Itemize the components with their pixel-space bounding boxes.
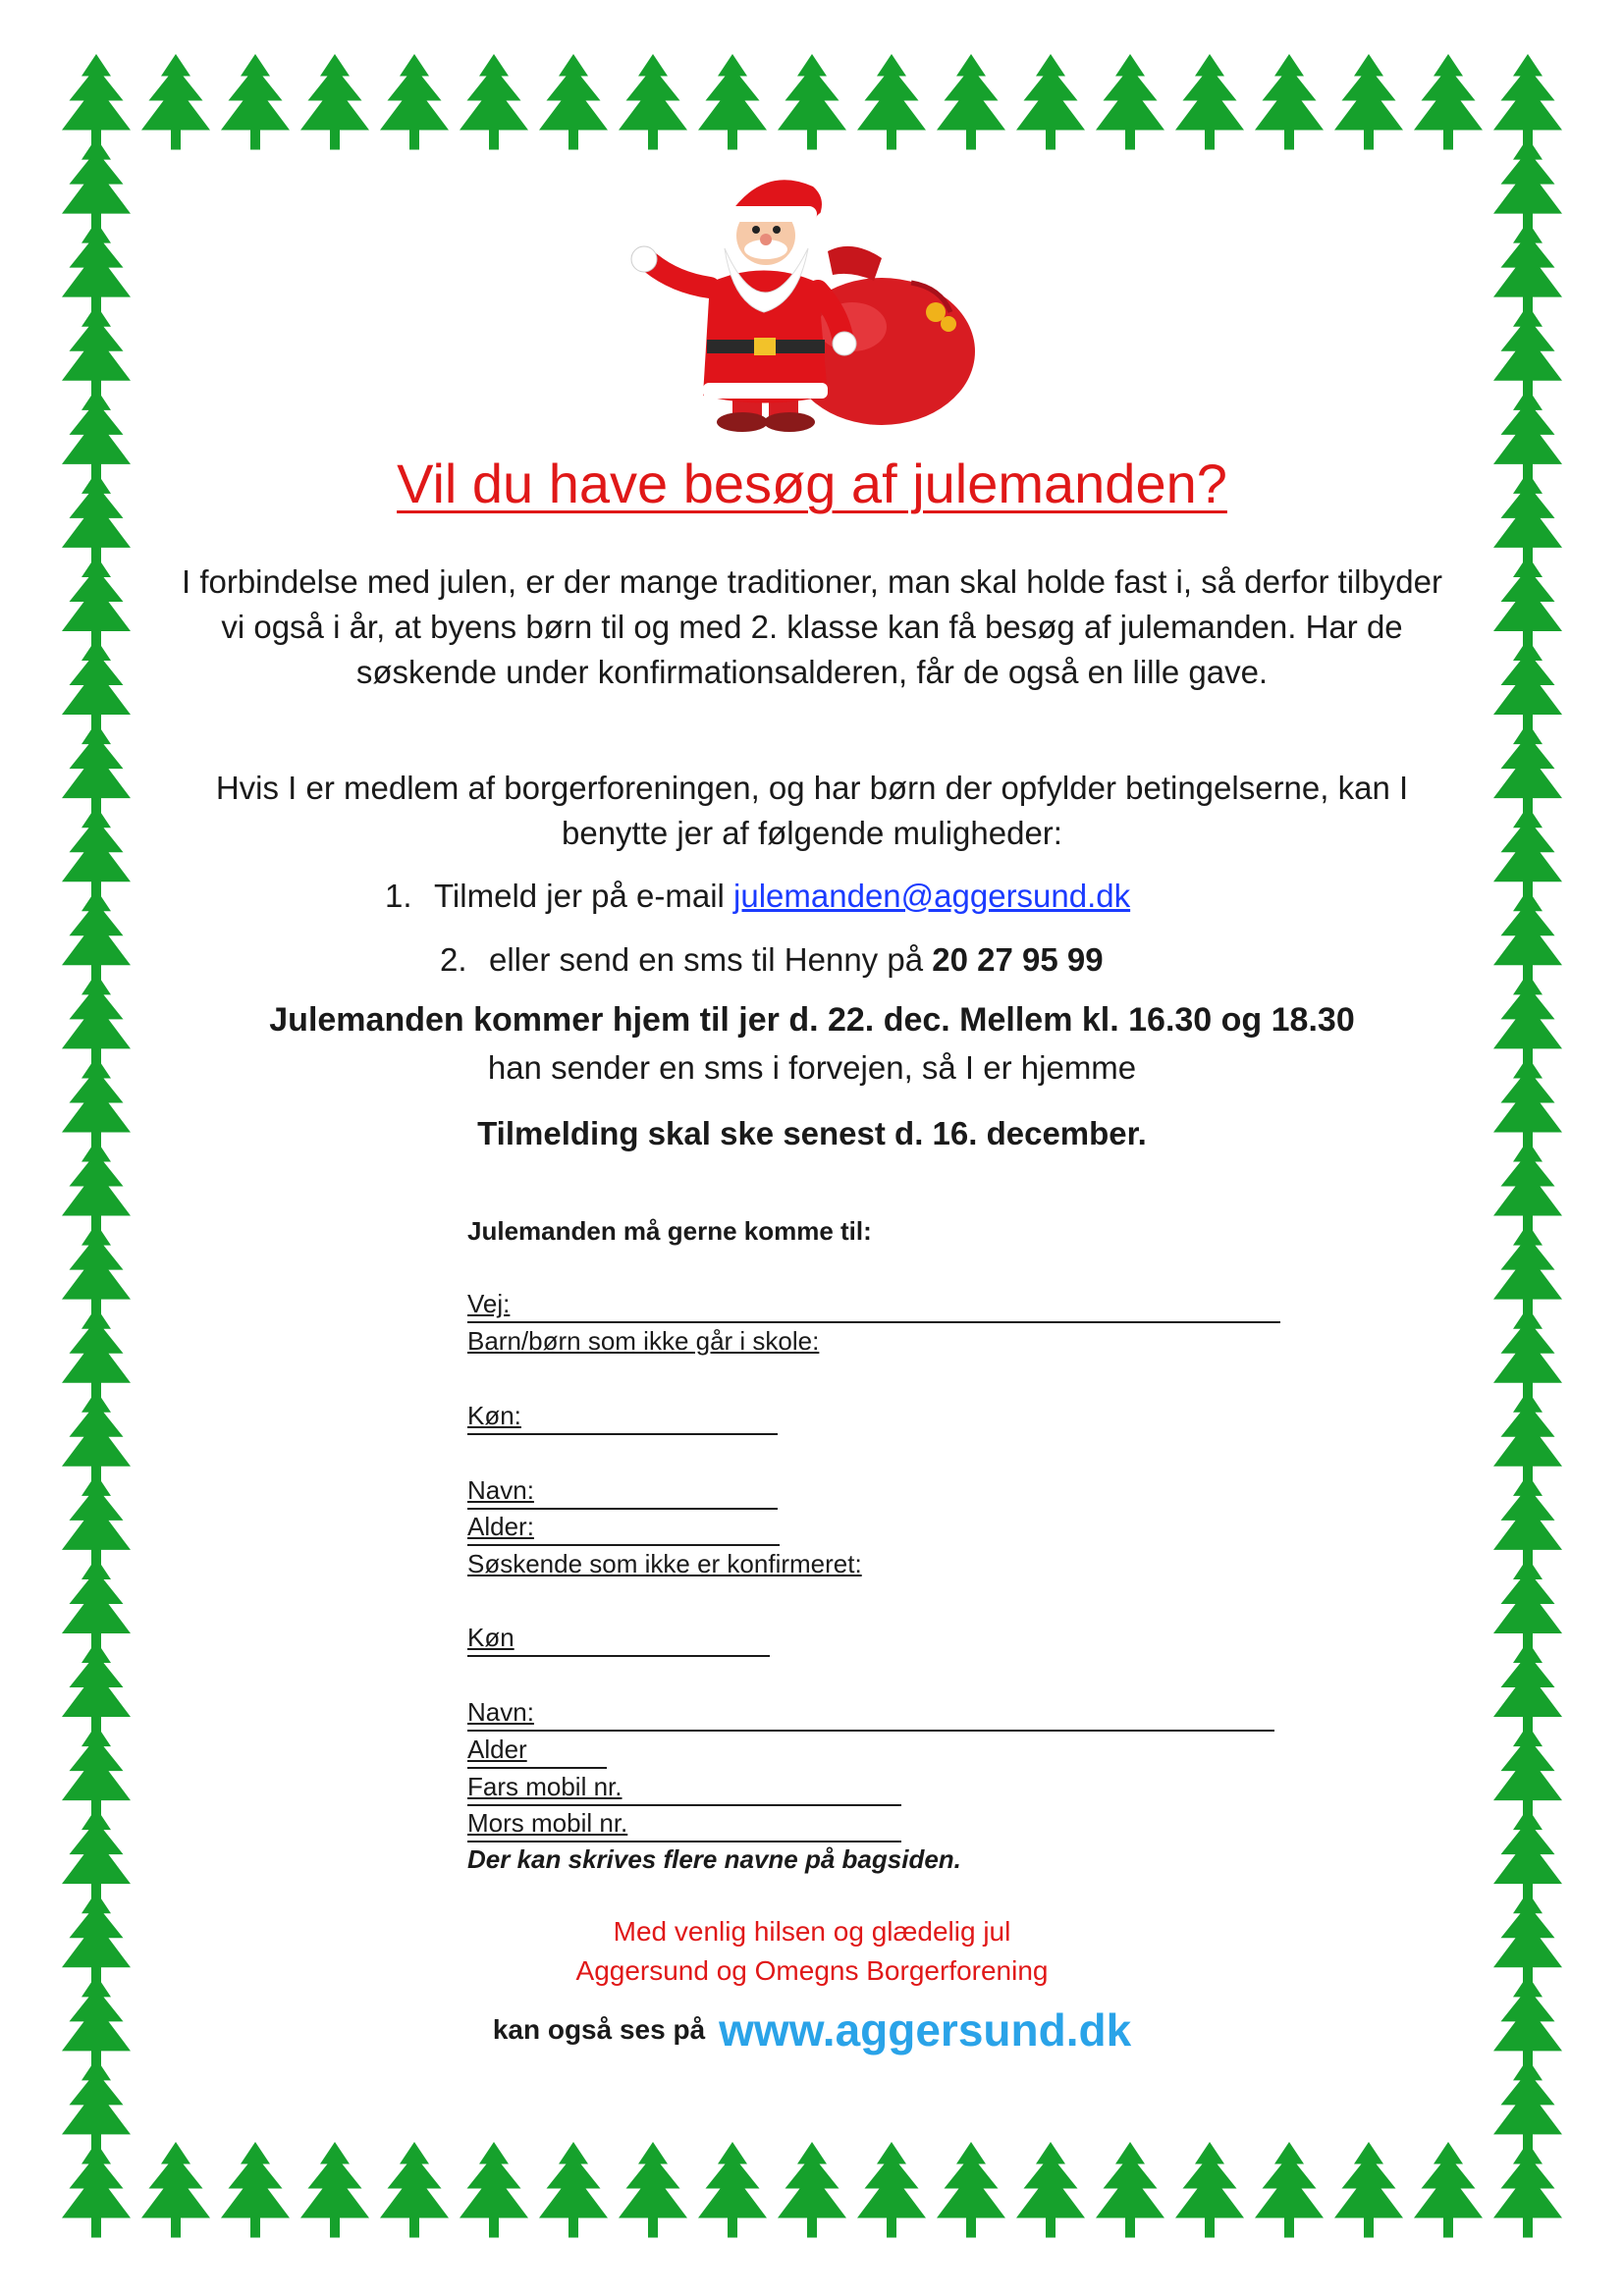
option-number: 2. bbox=[440, 941, 467, 978]
option-text: eller send en sms til Henny på bbox=[489, 941, 933, 978]
phone-number: 20 27 95 99 bbox=[932, 941, 1104, 978]
tree-icon bbox=[1493, 973, 1562, 1069]
tree-icon bbox=[1175, 2142, 1244, 2238]
tree-icon bbox=[857, 2142, 926, 2238]
father-mobile-label: Fars mobil nr. bbox=[467, 1772, 623, 1801]
tree-icon bbox=[62, 1808, 131, 1904]
tree-icon bbox=[1334, 2142, 1403, 2238]
tree-icon bbox=[1493, 1056, 1562, 1152]
website-label: kan også ses på bbox=[492, 2014, 706, 2045]
tree-icon bbox=[1096, 54, 1164, 150]
tree-icon bbox=[937, 54, 1005, 150]
arrival-note: han sender en sms i forvejen, så I er hjemme bbox=[487, 1049, 1137, 1086]
tree-icon bbox=[1493, 2058, 1562, 2155]
tree-icon bbox=[1493, 2142, 1562, 2238]
tree-icon bbox=[62, 2058, 131, 2155]
tree-icon bbox=[62, 304, 131, 400]
tree-icon bbox=[1493, 1892, 1562, 1988]
tree-icon bbox=[460, 2142, 528, 2238]
tree-icon bbox=[380, 54, 449, 150]
tree-icon bbox=[937, 2142, 1005, 2238]
siblings-header: Søskende som ikke er konfirmeret: bbox=[467, 1549, 862, 1578]
tree-icon bbox=[1493, 1223, 1562, 1319]
tree-icon bbox=[1334, 54, 1403, 150]
tree-icon bbox=[62, 54, 131, 150]
option-number: 1. bbox=[385, 878, 412, 914]
tree-icon bbox=[62, 137, 131, 234]
mother-mobile-label: Mors mobil nr. bbox=[467, 1808, 628, 1838]
tree-icon bbox=[460, 54, 528, 150]
tree-icon bbox=[1255, 2142, 1324, 2238]
tree-icon bbox=[698, 54, 767, 150]
tree-icon bbox=[619, 2142, 687, 2238]
tree-icon bbox=[778, 54, 846, 150]
email-link[interactable]: julemanden@aggersund.dk bbox=[733, 878, 1131, 914]
form-heading: Julemanden må gerne komme til: bbox=[467, 1216, 872, 1246]
name2-field[interactable] bbox=[467, 1730, 1274, 1732]
greeting: Med venlig hilsen og glædelig jul bbox=[613, 1916, 1011, 1947]
tree-icon bbox=[62, 471, 131, 567]
tree-icon bbox=[1493, 137, 1562, 234]
tree-icon bbox=[62, 973, 131, 1069]
association-name: Aggersund og Omegns Borgerforening bbox=[575, 1955, 1049, 1986]
tree-icon bbox=[1016, 54, 1085, 150]
tree-icon bbox=[1493, 1975, 1562, 2071]
tree-icon bbox=[1493, 1557, 1562, 1653]
tree-icon bbox=[1493, 304, 1562, 400]
tree-icon bbox=[1493, 54, 1562, 150]
tree-icon bbox=[62, 1390, 131, 1486]
tree-icon bbox=[62, 2142, 131, 2238]
tree-icon bbox=[62, 1140, 131, 1236]
road-label: Vej: bbox=[467, 1289, 511, 1318]
tree-icon bbox=[62, 1056, 131, 1152]
tree-icon bbox=[1493, 1390, 1562, 1486]
tree-icon bbox=[1175, 54, 1244, 150]
members-paragraph: Hvis I er medlem af borgerforeningen, og har børn der opfylder betingelserne, kan I benytte jer af følgende muligheder: bbox=[215, 770, 1409, 851]
children-header: Barn/børn som ikke går i skole: bbox=[467, 1326, 820, 1356]
tree-icon bbox=[62, 639, 131, 735]
tree-icon bbox=[62, 889, 131, 986]
option-text: Tilmeld jer på e-mail bbox=[434, 878, 734, 914]
tree-icon bbox=[1493, 889, 1562, 986]
tree-icon bbox=[778, 2142, 846, 2238]
tree-icon bbox=[221, 2142, 290, 2238]
tree-icon bbox=[1493, 806, 1562, 902]
tree-icon bbox=[1493, 1140, 1562, 1236]
tree-icon bbox=[141, 2142, 210, 2238]
tree-icon bbox=[539, 54, 608, 150]
tree-icon bbox=[539, 2142, 608, 2238]
tree-icon bbox=[62, 221, 131, 317]
tree-icon bbox=[62, 1307, 131, 1403]
name2-label: Navn: bbox=[467, 1697, 534, 1727]
tree-icon bbox=[1414, 54, 1483, 150]
tree-icon bbox=[62, 722, 131, 819]
intro-paragraph: I forbindelse med julen, er der mange traditioner, man skal holde fast i, så derfor tilbyder vi også i år, at byens børn til og med 2. klasse kan få besøg af julemanden. Har de søskende under konfirmationsalderen, får de også en lille gave. bbox=[181, 563, 1442, 690]
page-title: Vil du have besøg af julemanden? bbox=[397, 453, 1227, 514]
tree-icon bbox=[141, 54, 210, 150]
tree-icon bbox=[1493, 1725, 1562, 1821]
tree-icon bbox=[619, 54, 687, 150]
tree-icon bbox=[62, 1892, 131, 1988]
tree-icon bbox=[62, 806, 131, 902]
tree-icon bbox=[62, 555, 131, 651]
tree-icon bbox=[300, 2142, 369, 2238]
option-email bbox=[385, 874, 1130, 919]
tree-icon bbox=[1016, 2142, 1085, 2238]
tree-icon bbox=[698, 2142, 767, 2238]
tree-icon bbox=[1493, 1473, 1562, 1570]
name1-label: Navn: bbox=[467, 1475, 534, 1505]
tree-icon bbox=[1255, 54, 1324, 150]
santa-claus-illustration bbox=[617, 165, 990, 435]
tree-icon bbox=[1493, 639, 1562, 735]
age2-label: Alder bbox=[467, 1735, 527, 1764]
tree-icon bbox=[62, 1725, 131, 1821]
gender1-label: Køn: bbox=[467, 1401, 521, 1430]
tree-icon bbox=[1493, 722, 1562, 819]
website-link[interactable]: www.aggersund.dk bbox=[719, 2004, 1132, 2056]
arrival-info: Julemanden kommer hjem til jer d. 22. dec. Mellem kl. 16.30 og 18.30 bbox=[269, 1001, 1355, 1039]
tree-icon bbox=[1414, 2142, 1483, 2238]
gender2-field[interactable] bbox=[467, 1655, 770, 1657]
registration-deadline: Tilmelding skal ske senest d. 16. december. bbox=[477, 1115, 1147, 1151]
gender1-field[interactable] bbox=[467, 1433, 778, 1435]
tree-icon bbox=[1493, 471, 1562, 567]
back-side-note: Der kan skrives flere navne på bagsiden. bbox=[467, 1844, 961, 1874]
option-sms bbox=[440, 937, 1104, 983]
tree-icon bbox=[1493, 388, 1562, 484]
tree-icon bbox=[1096, 2142, 1164, 2238]
tree-icon bbox=[62, 1557, 131, 1653]
tree-icon bbox=[857, 54, 926, 150]
tree-icon bbox=[1493, 555, 1562, 651]
tree-icon bbox=[1493, 221, 1562, 317]
tree-icon bbox=[300, 54, 369, 150]
tree-icon bbox=[1493, 1808, 1562, 1904]
gender2-label: Køn bbox=[467, 1623, 514, 1652]
age1-label: Alder: bbox=[467, 1512, 534, 1541]
website-row bbox=[167, 2002, 1457, 2057]
tree-icon bbox=[62, 1975, 131, 2071]
tree-icon bbox=[1493, 1307, 1562, 1403]
tree-icon bbox=[1493, 1641, 1562, 1737]
tree-icon bbox=[62, 388, 131, 484]
tree-icon bbox=[62, 1223, 131, 1319]
tree-icon bbox=[380, 2142, 449, 2238]
tree-icon bbox=[221, 54, 290, 150]
tree-icon bbox=[62, 1473, 131, 1570]
tree-icon bbox=[62, 1641, 131, 1737]
